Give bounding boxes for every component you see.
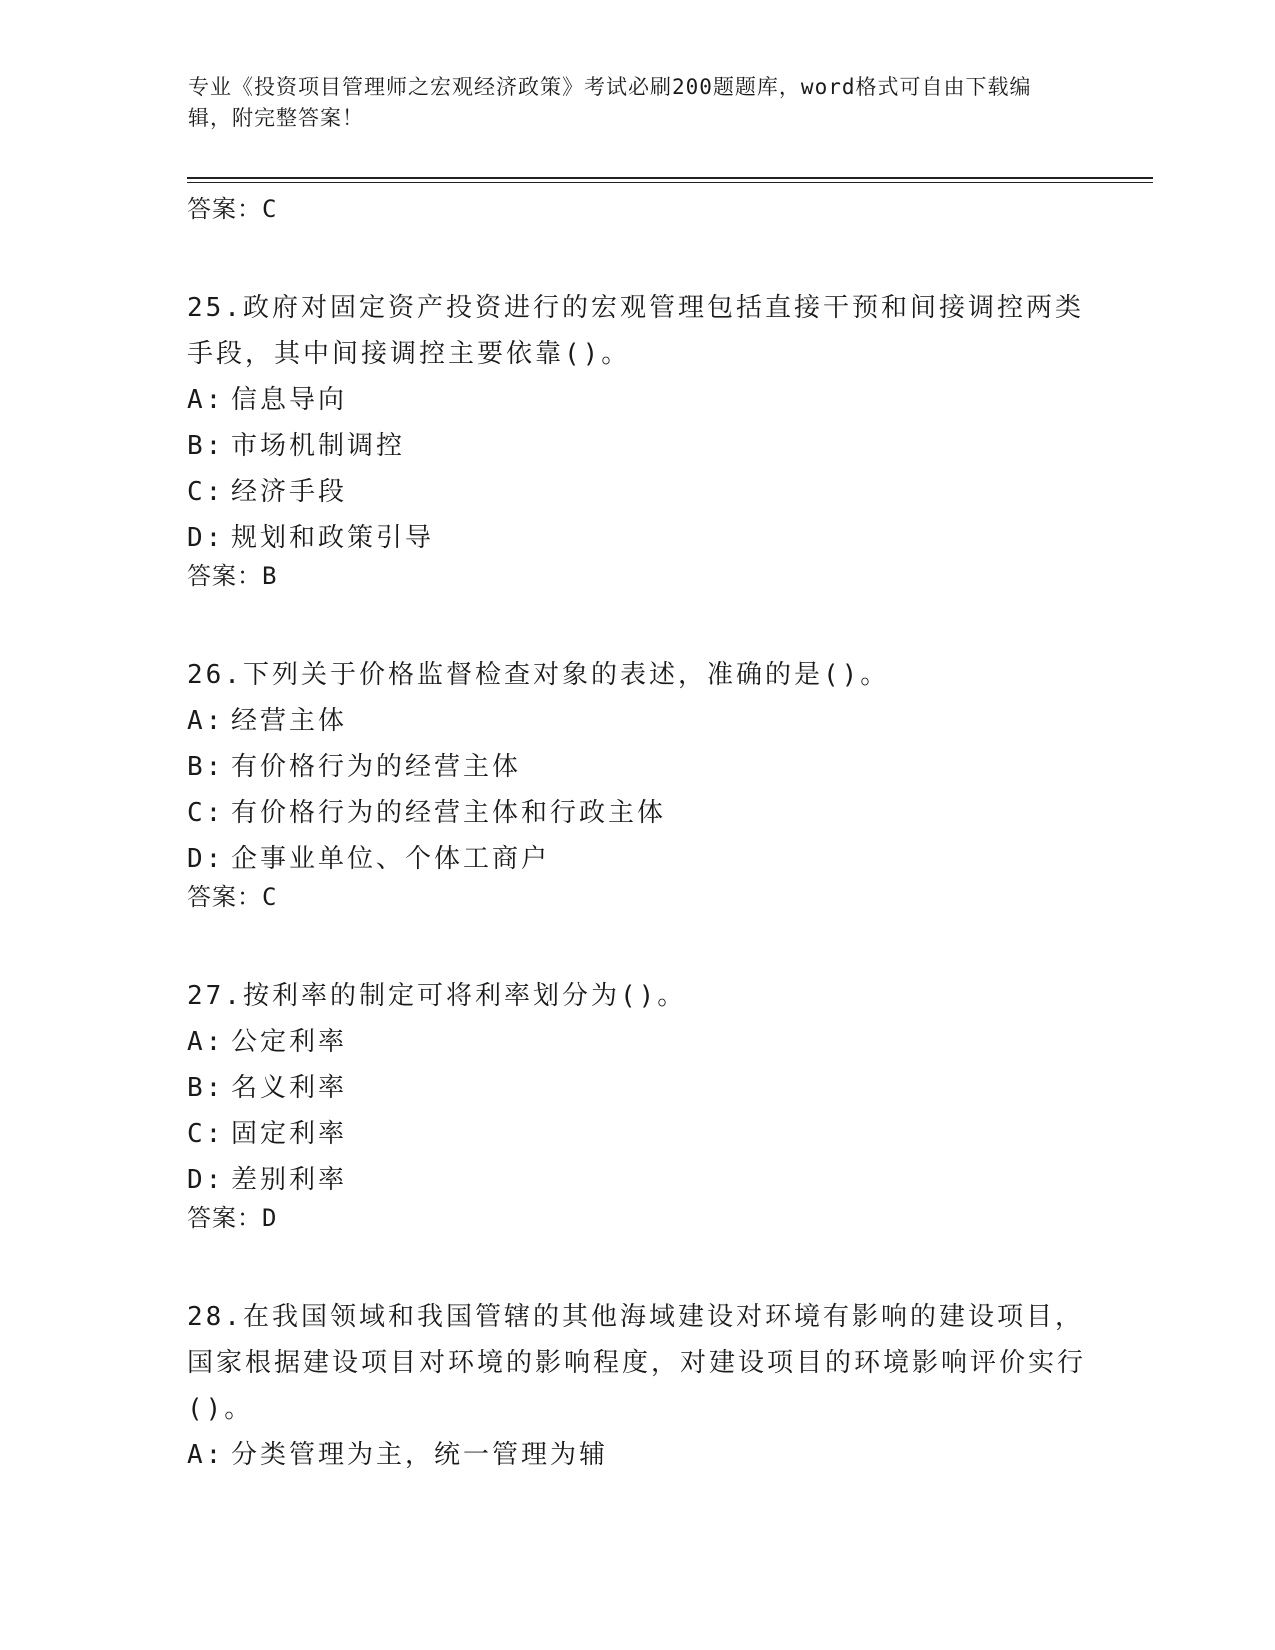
option-key: D: xyxy=(187,523,225,553)
question-25 xyxy=(187,285,1087,591)
option-text: 规划和政策引导 xyxy=(231,523,435,553)
option-c xyxy=(187,1111,1087,1157)
option-d xyxy=(187,836,1087,882)
option-key: A: xyxy=(187,1440,225,1470)
answer-value: D xyxy=(262,1204,278,1232)
option-a xyxy=(187,1432,1087,1478)
option-text: 经济手段 xyxy=(231,477,348,507)
answer-value: C xyxy=(262,883,278,911)
question-28 xyxy=(187,1294,1087,1478)
option-key: A: xyxy=(187,706,225,736)
option-text: 公定利率 xyxy=(231,1027,348,1057)
question-number: 25. xyxy=(187,293,243,323)
option-key: B: xyxy=(187,752,225,782)
option-text: 有价格行为的经营主体 xyxy=(231,752,522,782)
option-text: 分类管理为主，统一管理为辅 xyxy=(231,1440,609,1470)
option-a xyxy=(187,1019,1087,1065)
question-text: 政府对固定资产投资进行的宏观管理包括直接干预和间接调控两类手段，其中间接调控主要依靠()。 xyxy=(187,293,1084,369)
question-stem xyxy=(187,652,1087,698)
option-text: 经营主体 xyxy=(231,706,348,736)
option-a xyxy=(187,377,1087,423)
answer-label: 答案： xyxy=(187,195,262,223)
question-26 xyxy=(187,652,1087,912)
option-key: D: xyxy=(187,1165,225,1195)
answer-line xyxy=(187,561,1087,591)
option-c xyxy=(187,469,1087,515)
option-text: 信息导向 xyxy=(231,385,348,415)
header-rule-thin xyxy=(187,182,1153,183)
answer-value: B xyxy=(262,562,278,590)
answer-label: 答案： xyxy=(187,562,262,590)
option-text: 有价格行为的经营主体和行政主体 xyxy=(231,798,667,828)
question-text: 下列关于价格监督检查对象的表述，准确的是()。 xyxy=(242,660,890,690)
question-stem xyxy=(187,285,1087,377)
option-d xyxy=(187,1157,1087,1203)
option-a xyxy=(187,698,1087,744)
question-number: 26. xyxy=(187,660,243,690)
question-text: 在我国领域和我国管辖的其他海域建设对环境有影响的建设项目，国家根据建设项目对环境的影响程度，对建设项目的环境影响评价实行()。 xyxy=(187,1302,1087,1424)
question-number: 28. xyxy=(187,1302,243,1332)
option-text: 差别利率 xyxy=(231,1165,348,1195)
answer-line xyxy=(187,882,1087,912)
question-27 xyxy=(187,973,1087,1233)
option-d xyxy=(187,515,1087,561)
option-key: B: xyxy=(187,1073,225,1103)
answer-value: C xyxy=(262,195,278,223)
answer-label: 答案： xyxy=(187,883,262,911)
option-b xyxy=(187,423,1087,469)
option-b xyxy=(187,744,1087,790)
option-text: 企事业单位、个体工商户 xyxy=(231,844,551,874)
option-key: A: xyxy=(187,1027,225,1057)
option-c xyxy=(187,790,1087,836)
question-stem xyxy=(187,1294,1087,1432)
question-number: 27. xyxy=(187,981,243,1011)
option-key: A: xyxy=(187,385,225,415)
answer-line xyxy=(187,1203,1087,1233)
question-list xyxy=(187,188,1087,1478)
option-text: 名义利率 xyxy=(231,1073,348,1103)
answer-label: 答案： xyxy=(187,1204,262,1232)
option-key: C: xyxy=(187,1119,225,1149)
question-text: 按利率的制定可将利率划分为()。 xyxy=(242,981,687,1011)
document-header xyxy=(188,72,1068,134)
option-key: D: xyxy=(187,844,225,874)
option-b xyxy=(187,1065,1087,1111)
header-rule-thick xyxy=(187,177,1153,179)
answer-line xyxy=(187,194,1087,224)
option-key: B: xyxy=(187,431,225,461)
option-key: C: xyxy=(187,798,225,828)
option-text: 市场机制调控 xyxy=(231,431,406,461)
header-text: 专业《投资项目管理师之宏观经济政策》考试必刷200题题库，word格式可自由下载编辑，附完整答案！ xyxy=(188,75,1032,130)
option-text: 固定利率 xyxy=(231,1119,348,1149)
question-stem xyxy=(187,973,1087,1019)
option-key: C: xyxy=(187,477,225,507)
